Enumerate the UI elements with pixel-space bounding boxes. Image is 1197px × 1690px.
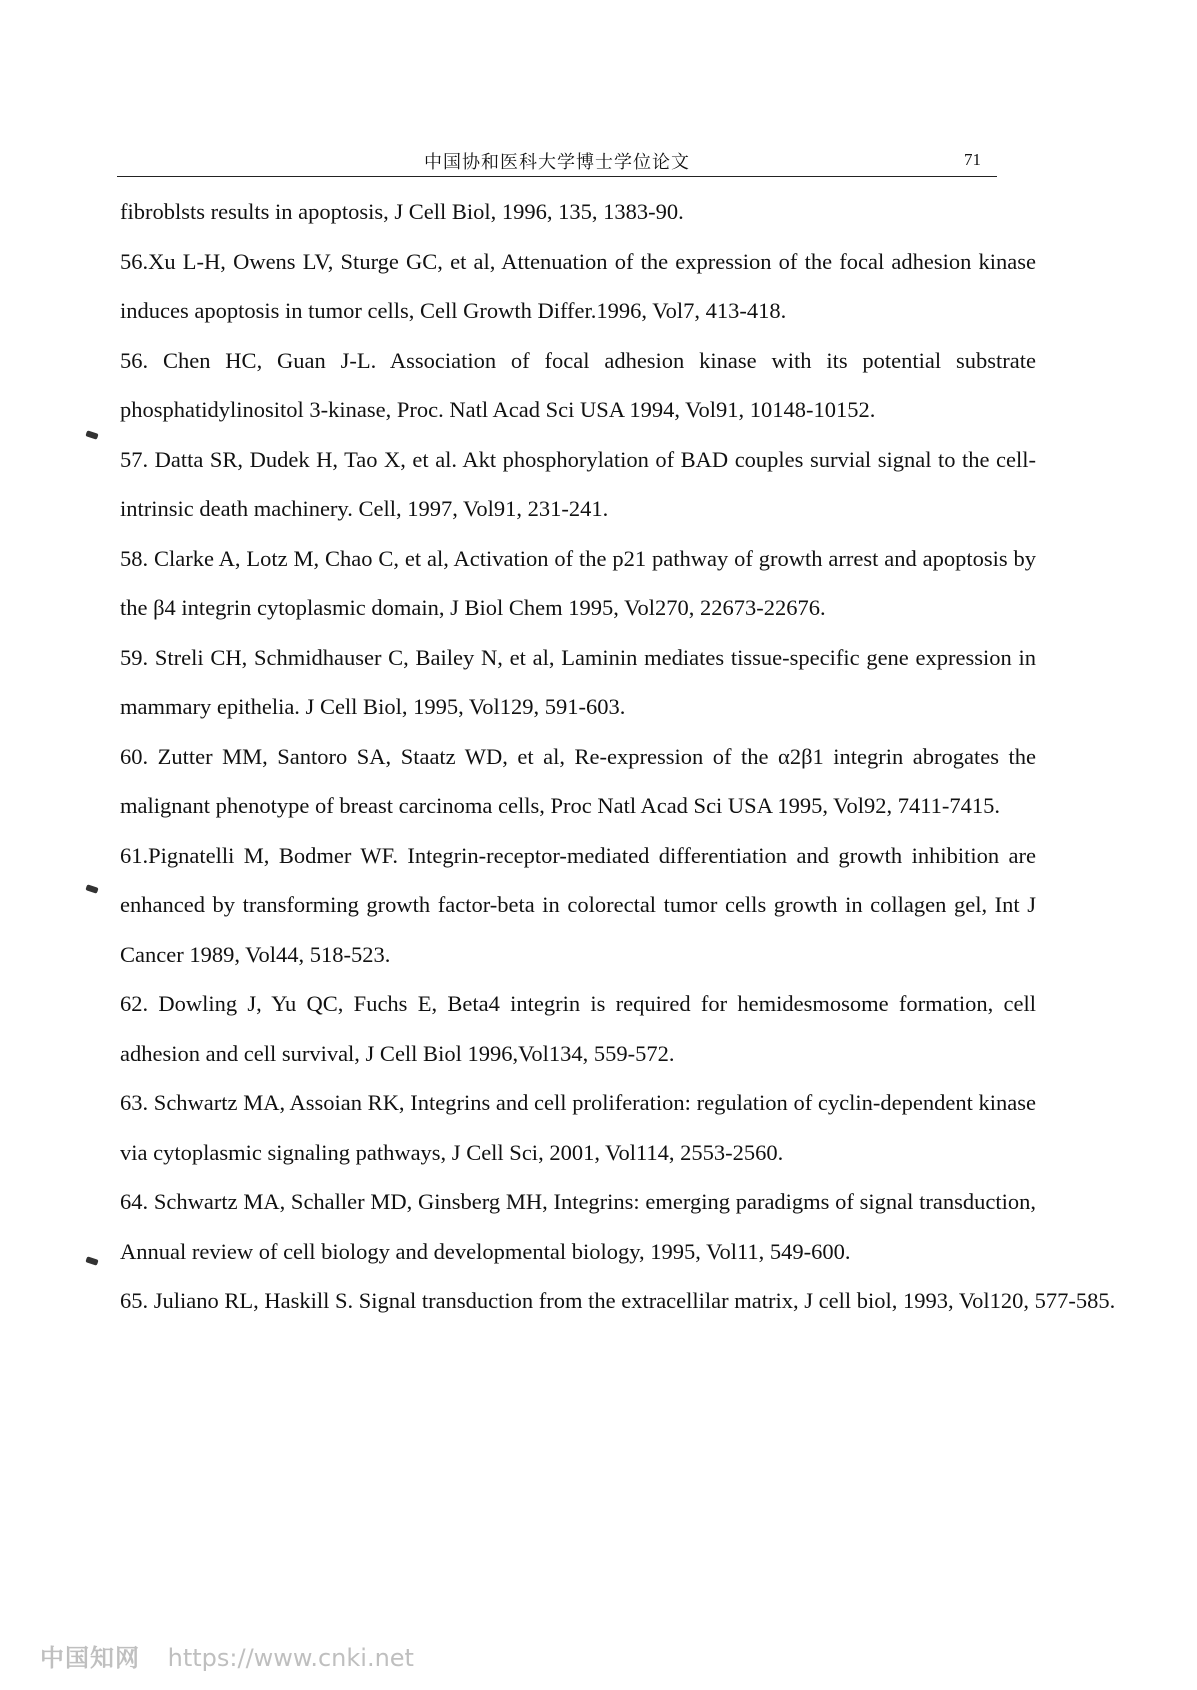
reference-63: 63. Schwartz MA, Assoian RK, Integrins and cell proliferation: regulation of cyclin-dependent kinase via cytoplasmic signaling pathways, J Cell Sci, 2001, Vol114, 2553-2560. [120,1090,1036,1165]
page-number: 71 [964,150,981,169]
header-title: 中国协和医科大学博士学位论文 [424,152,690,172]
reference-64: 64. Schwartz MA, Schaller MD, Ginsberg MH, Integrins: emerging paradigms of signal transduction, Annual review of cell biology and developmental biology, 1995, Vol11, 549-600. [120,1189,1036,1264]
reference-62: 62. Dowling J, Yu QC, Fuchs E, Beta4 integrin is required for hemidesmosome formation, cell adhesion and cell survival, J Cell Biol 1996,Vol134, 559-572. [120,991,1036,1066]
reference-60: 60. Zutter MM, Santoro SA, Staatz WD, et al, Re-expression of the α2β1 integrin abrogates the malignant phenotype of breast carcinoma cells, Proc Natl Acad Sci USA 1995, Vol92, 7411-7415. [120,743,1036,818]
running-header [117,146,997,177]
reference-continuation: fibroblsts results in apoptosis, J Cell Biol, 1996, 135, 1383-90. [120,199,684,224]
cnki-watermark [40,1638,414,1673]
watermark-logo: 中国知网 [40,1644,140,1672]
reference-57: 57. Datta SR, Dudek H, Tao X, et al. Akt phosphorylation of BAD couples survial signal to the cell-intrinsic death machinery. Cell, 1997, Vol91, 231-241. [120,446,1036,521]
reference-56a: 56.Xu L-H, Owens LV, Sturge GC, et al, Attenuation of the expression of the focal adhesion kinase induces apoptosis in tumor cells, Cell Growth Differ.1996, Vol7, 413-418. [120,248,1036,323]
reference-56b: 56. Chen HC, Guan J-L. Association of focal adhesion kinase with its potential substrate phosphatidylinositol 3-kinase, Proc. Natl Acad Sci USA 1994, Vol91, 10148-10152. [120,347,1036,422]
scan-mark [85,430,98,439]
reference-59: 59. Streli CH, Schmidhauser C, Bailey N, et al, Laminin mediates tissue-specific gene expression in mammary epithelia. J Cell Biol, 1995, Vol129, 591-603. [120,644,1036,719]
reference-61: 61.Pignatelli M, Bodmer WF. Integrin-receptor-mediated differentiation and growth inhibition are enhanced by transforming growth factor-beta in colorectal tumor cells growth in collagen gel, Int J Cancer 1989, Vol44, 518-523. [120,842,1036,967]
scan-mark [85,1256,98,1265]
scan-mark [85,884,98,893]
reference-list [120,187,1116,1326]
reference-65: 65. Juliano RL, Haskill S. Signal transduction from the extracellilar matrix, J cell biol, 1993, Vol120, 577-585. [120,1288,1116,1313]
reference-58: 58. Clarke A, Lotz M, Chao C, et al, Activation of the p21 pathway of growth arrest and apoptosis by the β4 integrin cytoplasmic domain, J Biol Chem 1995, Vol270, 22673-22676. [120,545,1036,620]
watermark-url: https://www.cnki.net [167,1644,414,1672]
